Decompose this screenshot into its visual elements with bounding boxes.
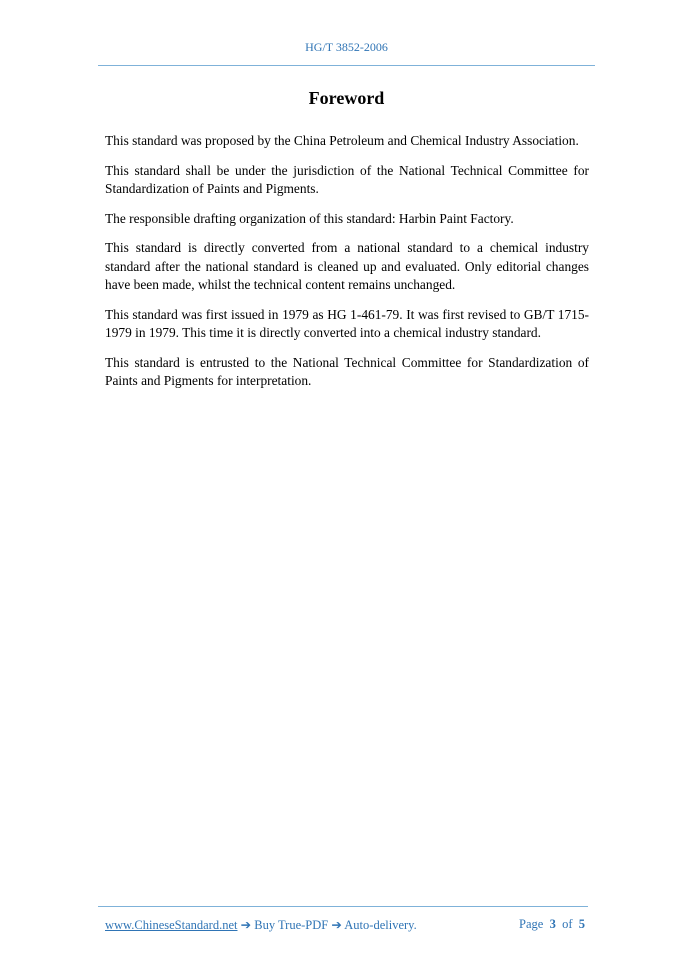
total-pages-number: 5: [578, 917, 585, 931]
page-label: Page: [519, 917, 544, 931]
paragraph-proposed-by: This standard was proposed by the China Petroleum and Chemical Industry Association.: [105, 133, 579, 148]
foreword-body: [105, 132, 589, 402]
current-page-number: 3: [549, 917, 556, 931]
arrow-right-icon: ➔: [240, 918, 252, 932]
auto-delivery-text: Auto-delivery.: [344, 918, 417, 932]
header-divider: [98, 65, 595, 66]
buy-true-pdf-text: Buy True-PDF: [254, 918, 329, 932]
paragraph-interpretation: This standard is entrusted to the National Technical Committee for Standardization of Paints and Pigments for interpretation.: [105, 354, 589, 388]
header-standard-code: HG/T 3852-2006: [305, 40, 388, 54]
paragraph-history: This standard was first issued in 1979 as HG 1-461-79. It was first revised to GB/T 1715-1979 in 1979. This time it is directly converted into a chemical industry standard.: [105, 306, 589, 340]
page-indicator: [519, 917, 585, 932]
paragraph-jurisdiction: This standard shall be under the jurisdiction of the National Technical Committee for Standardization of Paints and Pigments.: [105, 162, 589, 196]
of-label: of: [562, 917, 573, 931]
page-title: Foreword: [308, 88, 385, 108]
paragraph-drafting-org: The responsible drafting organization of this standard: Harbin Paint Factory.: [105, 210, 514, 226]
paragraph-conversion: This standard is directly converted from a national standard to a chemical industry standard after the national standard is cleaned up and evaluated. Only editorial changes have been made, whilst the technical content remains unchanged.: [105, 240, 589, 292]
arrow-right-icon: ➔: [331, 918, 342, 932]
footer-divider: [98, 906, 588, 907]
footer-promo: [105, 917, 417, 933]
site-link[interactable]: www.ChineseStandard.net: [105, 918, 238, 932]
